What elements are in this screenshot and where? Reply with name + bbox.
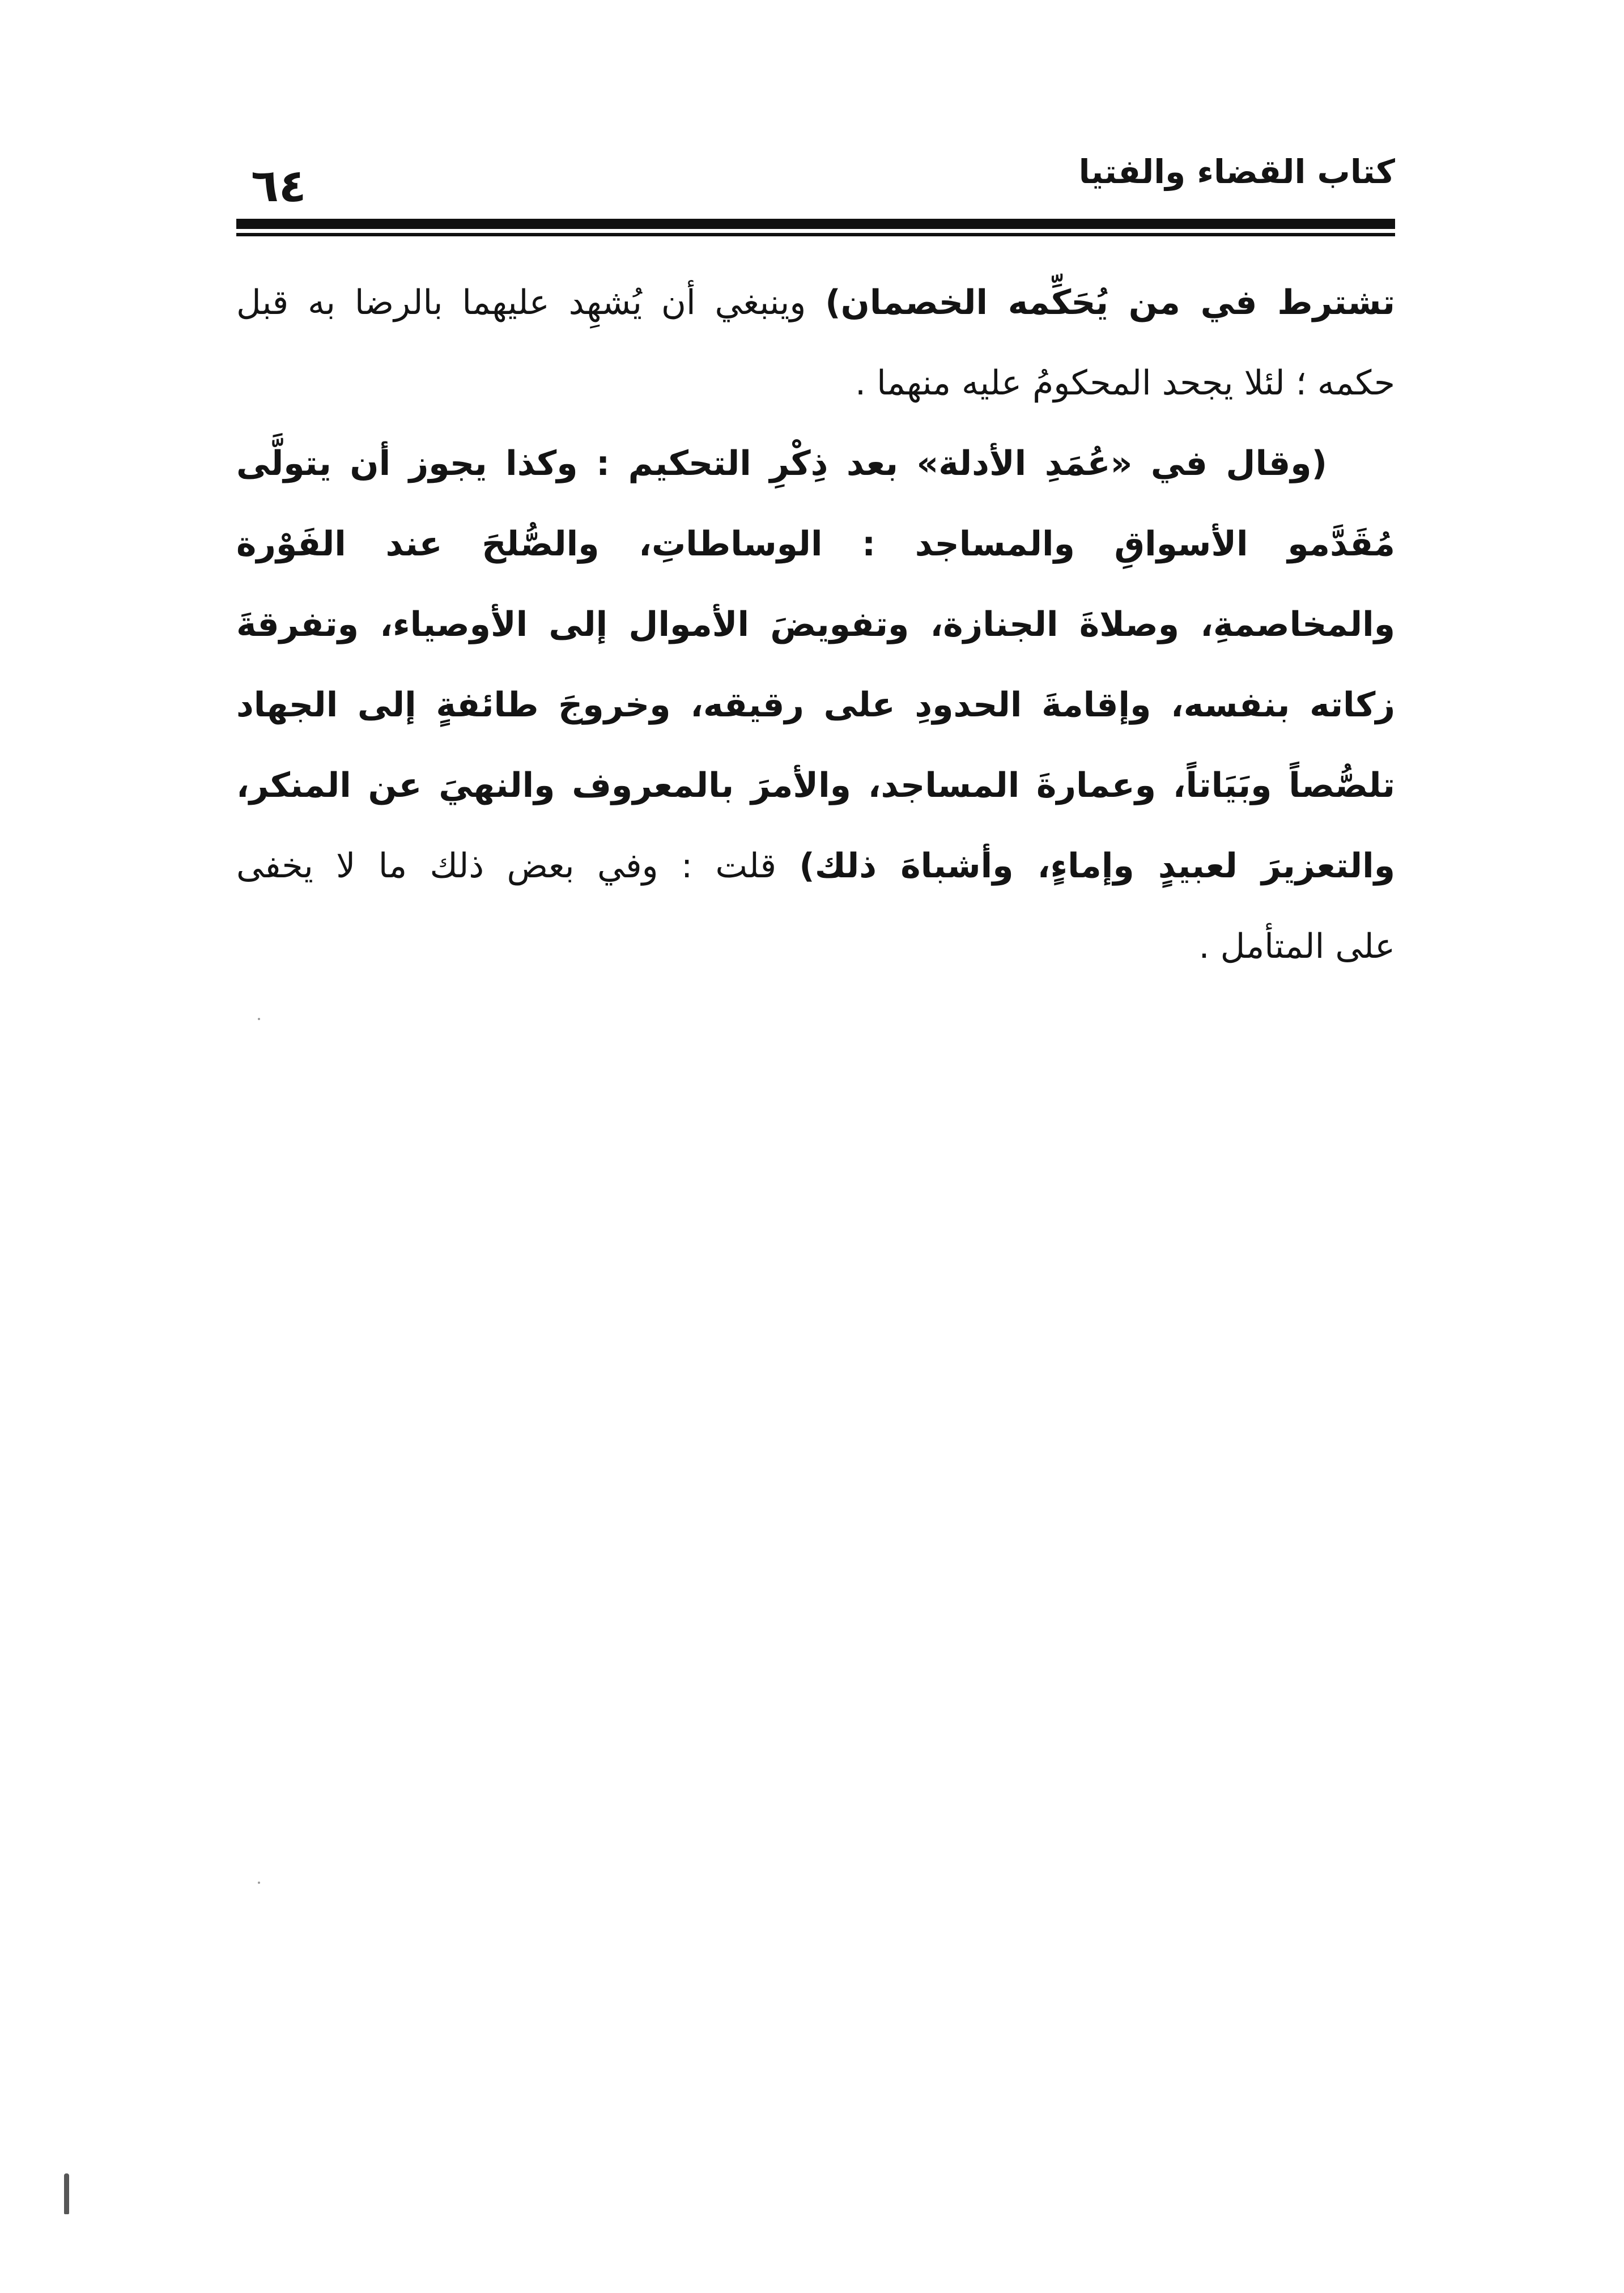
text-segment: قلت : وفي بعض ذلك ما لا يخفى	[236, 846, 777, 886]
scan-speck	[258, 1882, 260, 1884]
text-line	[236, 262, 1395, 343]
body-text	[236, 262, 1395, 987]
text-line	[236, 423, 1395, 504]
quoted-text-segment: تلصُّصاً وبَيَاتاً، وعمارةَ المساجد، والأمرَ بالمعروف والنهيَ عن المنكر،	[236, 766, 1395, 805]
page-number: ٦٤	[251, 159, 307, 212]
quoted-text-segment: تشترط في من يُحَكِّمه الخصمان)	[825, 283, 1396, 322]
text-line	[236, 665, 1395, 745]
text-segment: وينبغي أن يُشهِد عليهما بالرضا به قبل	[236, 283, 806, 322]
quoted-text-segment: زكاته بنفسه، وإقامةَ الحدودِ على رقيقه، وخروجَ طائفةٍ إلى الجهاد	[236, 685, 1395, 725]
text-line	[236, 584, 1395, 665]
text-line	[236, 504, 1395, 584]
scan-speck	[258, 1018, 260, 1020]
quoted-text-segment: مُقَدَّمو الأسواقِ والمساجد : الوساطاتِ، والصُّلحَ عند الفَوْرة	[236, 524, 1395, 564]
header-rule-thick	[236, 219, 1395, 229]
scan-mark	[64, 2173, 69, 2214]
quoted-text-segment: والمخاصمةِ، وصلاةَ الجنازة، وتفويضَ الأموال إلى الأوصياء، وتفرقةَ	[236, 605, 1395, 644]
text-line	[236, 826, 1395, 906]
running-header-title: كتاب القضاء والفتيا	[1078, 152, 1395, 191]
text-line	[236, 906, 1395, 987]
text-line	[236, 745, 1395, 826]
text-segment: حكمه ؛ لئلا يجحد المحكومُ عليه منهما .	[854, 363, 1395, 403]
header-rule-thin	[236, 233, 1395, 236]
text-line	[236, 343, 1395, 423]
quoted-text-segment: والتعزيرَ لعبيدٍ وإماءٍ، وأشباهَ ذلك)	[799, 846, 1396, 886]
text-segment: على المتأمل .	[1198, 927, 1395, 966]
quoted-text-segment: (وقال في «عُمَدِ الأدلة» بعد ذِكْرِ التحكيم : وكذا يجوز أن يتولَّى	[236, 444, 1327, 483]
